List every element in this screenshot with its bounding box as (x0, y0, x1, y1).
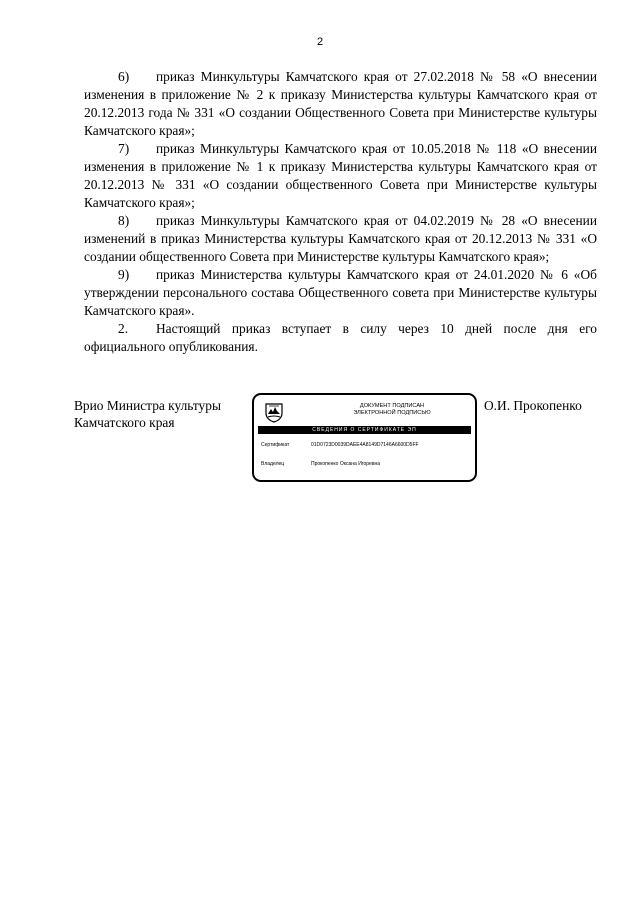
page-number: 2 (316, 36, 324, 48)
item-number: 8) (118, 213, 130, 228)
certificate-label: Сертификат (261, 442, 290, 448)
stamp-owner-row (261, 461, 471, 468)
item-number: 7) (118, 141, 130, 156)
owner-label: Владелец (261, 461, 285, 467)
signer-title: Врио Министра культуры Камчатского края (74, 398, 221, 430)
stamp-heading-line: ДОКУМЕНТ ПОДПИСАН (359, 403, 425, 409)
item-number: 9) (118, 267, 130, 282)
list-item (84, 320, 597, 356)
list-item (84, 212, 597, 266)
certificate-value: 01D0723D0039DAEE4A8149D7146A6600D5FF (311, 442, 419, 448)
signer-name: О.И. Прокопенко (484, 398, 582, 413)
document-body (84, 68, 597, 356)
coat-of-arms-icon (263, 401, 285, 423)
list-item (84, 266, 597, 320)
owner-value: Прокопенко Оксана Игоревна (311, 461, 381, 467)
item-text: приказ Минкультуры Камчатского края от 10.05.2018 № 118 «О внесении изменения в приложение № 1 к приказу Министерства культуры Камчатского края от 20.12.2013 № 331 «О создании общественного Совета при Министерстве культуры Камчатского края»; (84, 141, 597, 210)
item-number: 2. (118, 321, 129, 336)
stamp-heading (312, 403, 472, 417)
stamp-certificate-row (261, 442, 471, 449)
list-item (84, 68, 597, 140)
item-number: 6) (118, 69, 130, 84)
electronic-signature-stamp (252, 393, 477, 482)
item-text: приказ Минкультуры Камчатского края от 27.02.2018 № 58 «О внесении изменения в приложение № 2 к приказу Министерства культуры Камчатского края от 20.12.2013 года № 331 «О создании Общественного Совета при Министерстве культуры Камчатского края»; (84, 69, 597, 138)
stamp-certificate-bar: СВЕДЕНИЯ О СЕРТИФИКАТЕ ЭП (258, 426, 471, 434)
item-text: приказ Минкультуры Камчатского края от 04.02.2019 № 28 «О внесении изменений в приказ Министерства культуры Камчатского края от 20.12.2013 № 331 «О создании общественного Совета при Министерстве культуры Камчатского края»; (84, 213, 597, 264)
item-text: Настоящий приказ вступает в силу через 10 дней после дня его официального опубликования. (84, 321, 597, 354)
item-text: приказ Министерства культуры Камчатского края от 24.01.2020 № 6 «Об утверждении персонального состава Общественного совета при Министерстве культуры Камчатского края». (84, 267, 597, 318)
list-item (84, 140, 597, 212)
stamp-heading-line: ЭЛЕКТРОННОЙ ПОДПИСЬЮ (353, 410, 431, 416)
